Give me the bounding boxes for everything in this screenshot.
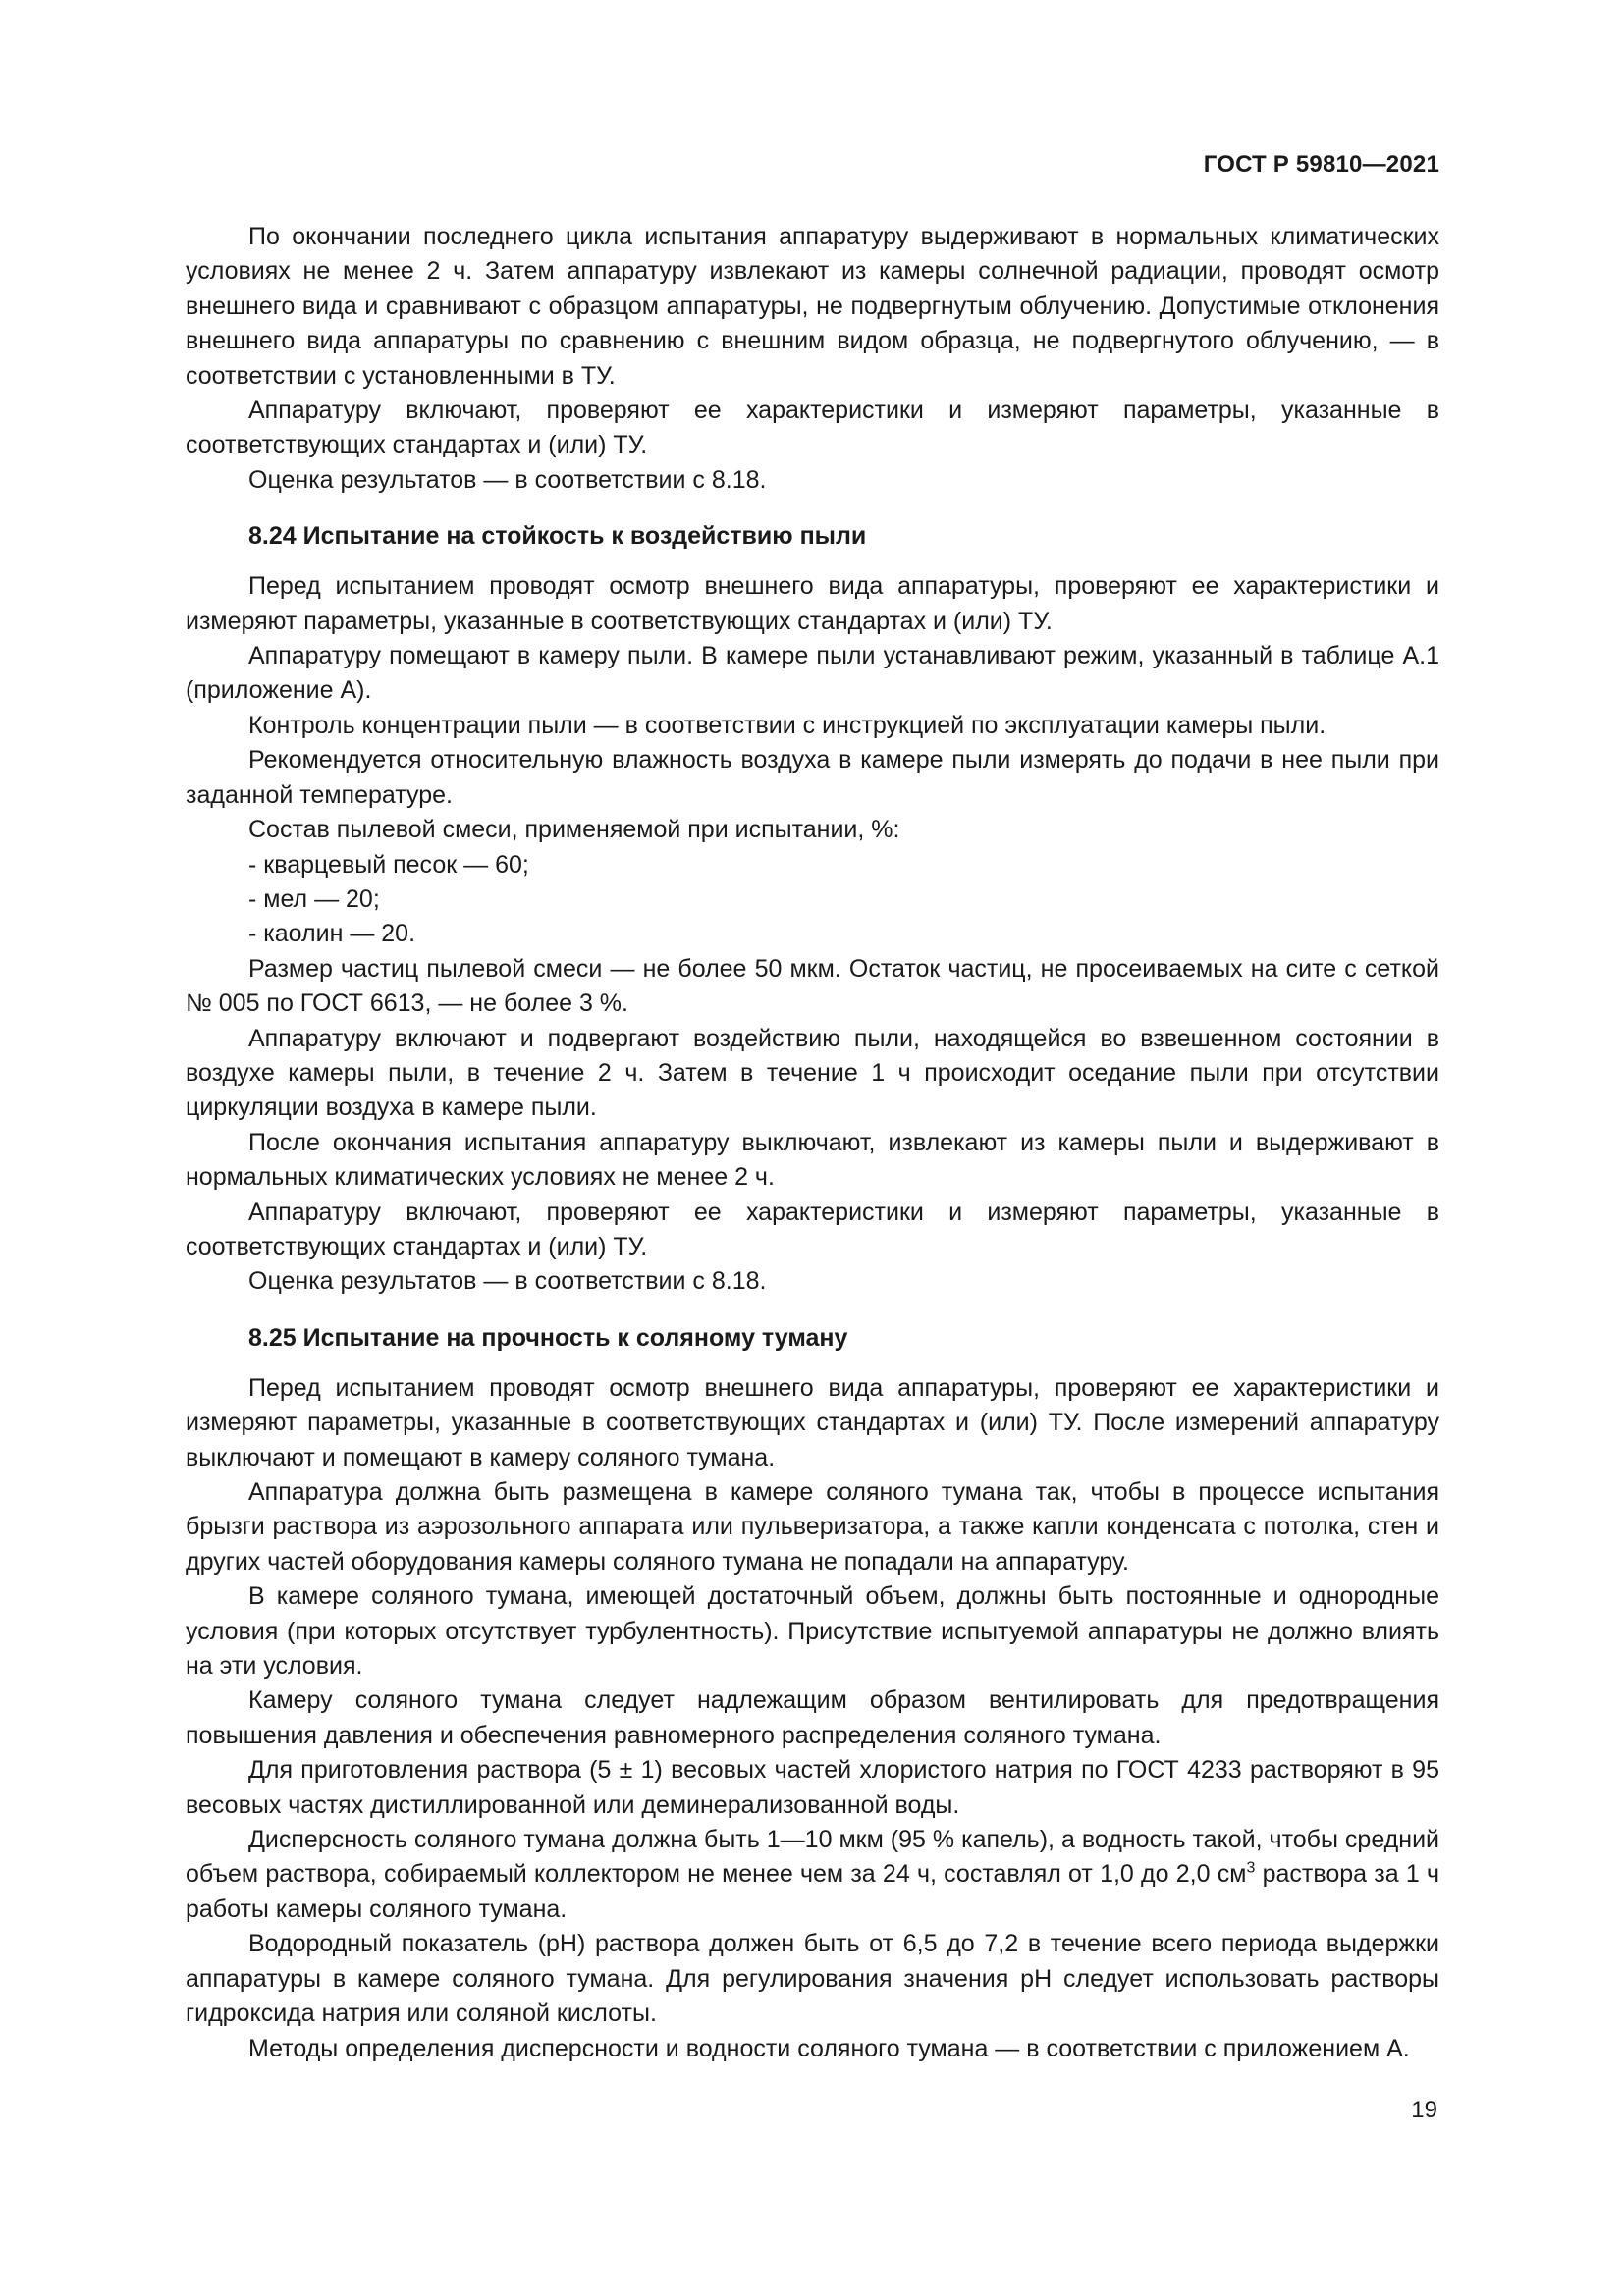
paragraph: Оценка результатов — в соответствии с 8.18. [248,465,767,494]
paragraph: Водородный показатель (рН) раствора должен быть от 6,5 до 7,2 в течение всего периода выдержки аппаратуры в камере соляного тумана. Для регулирования значения рН следует использовать растворы гидроксида натрия или соляной кислоты. [186,1930,1439,2028]
paragraph [186,1823,1439,1927]
paragraph: В камере соляного тумана, имеющей достаточный объем, должны быть постоянные и однородные условия (при которых отсутствует турбулентность). Присутствие испытуемой аппаратуры не должно влиять на эти условия. [186,1582,1439,1681]
paragraph: Методы определения дисперсности и водности соляного тумана — в соответствии с приложением А. [248,2034,1410,2062]
paragraph: Размер частиц пылевой смеси — не более 50 мкм. Остаток частиц, не просеиваемых на сите с сеткой № 005 по ГОСТ 6613, — не более 3 %. [186,954,1439,1018]
paragraph: Оценка результатов — в соответствии с 8.18. [248,1267,767,1296]
paragraph: Перед испытанием проводят осмотр внешнего вида аппаратуры, проверяют ее характеристики и измеряют параметры, указанные в соответствующих стандартах и (или) ТУ. После измерений аппаратуру выключают и помещают в камеру соляного тумана. [186,1373,1439,1471]
paragraph: Состав пылевой смеси, применяемой при испытании, %: [248,816,900,844]
document-id-header: ГОСТ Р 59810—2021 [1203,151,1439,178]
page-number: 19 [1411,2097,1437,2123]
paragraph-text: раствора за 1 ч работы камеры соляного тумана. [186,1860,1439,1923]
list-item: - каолин — 20. [248,920,416,948]
superscript: 3 [1246,1860,1256,1878]
page-content [186,220,1439,2066]
paragraph: Аппаратуру включают, проверяют ее характеристики и измеряют параметры, указанные в соответствующих стандартах и (или) ТУ. [186,397,1439,459]
section-title-8-24: 8.24 Испытание на стойкость к воздействию пыли [248,522,867,551]
paragraph: Аппаратуру включают, проверяют ее характеристики и измеряют параметры, указанные в соответствующих стандартах и (или) ТУ. [186,1198,1439,1260]
paragraph: После окончания испытания аппаратуру выключают, извлекают из камеры пыли и выдерживают в нормальных климатических условиях не менее 2 ч. [186,1128,1439,1192]
paragraph: Аппаратуру включают и подвергают воздействию пыли, находящейся во взвешенном состоянии в воздухе камеры пыли, в течение 2 ч. Затем в течение 1 ч происходит оседание пыли при отсутствии циркуляции воздуха в камере пыли. [186,1024,1439,1122]
list-item: - кварцевый песок — 60; [248,850,529,879]
section-title-8-25: 8.25 Испытание на прочность к соляному туману [248,1323,848,1352]
paragraph: Контроль концентрации пыли — в соответствии с инструкцией по эксплуатации камеры пыли. [248,711,1326,739]
paragraph: По окончании последнего цикла испытания аппаратуру выдерживают в нормальных климатических условиях не менее 2 ч. Затем аппаратуру извлекают из камеры солнечной радиации, проводят осмотр внешнего вида и сравнивают с образцом аппаратуры, не подвергнутым облучению. Допустимые отклонения внешнего вида аппаратуры по сравнению с внешним видом образца, не подвергнутого облучению, — в соответствии с установленными в ТУ. [186,223,1439,390]
paragraph: Рекомендуется относительную влажность воздуха в камере пыли измерять до подачи в нее пыли при заданной температуре. [186,746,1439,809]
paragraph-text: Дисперсность соляного тумана должна быть 1—10 мкм (95 % капель), а водность такой, чтобы средний объем раствора, собираемый коллектором не менее чем за 24 ч, составлял от 1,0 до 2,0 см [186,1826,1439,1889]
paragraph: Аппаратура должна быть размещена в камере соляного тумана так, чтобы в процессе испытания брызги раствора из аэрозольного аппарата или пульверизатора, а также капли конденсата с потолка, стен и других частей оборудования камеры соляного тумана не попадали на аппаратуру. [186,1478,1439,1575]
paragraph: Аппаратуру помещают в камеру пыли. В камере пыли устанавливают режим, указанный в таблице А.1 (приложение А). [186,642,1439,705]
paragraph: Для приготовления раствора (5 ± 1) весовых частей хлористого натрия по ГОСТ 4233 растворяют в 95 весовых частях дистиллированной или деминерализованной воды. [186,1756,1439,1819]
list-item: - мел — 20; [248,884,380,913]
paragraph: Перед испытанием проводят осмотр внешнего вида аппаратуры, проверяют ее характеристики и измеряют параметры, указанные в соответствующих стандартах и (или) ТУ. [186,572,1439,635]
paragraph: Камеру соляного тумана следует надлежащим образом вентилировать для предотвращения повышения давления и обеспечения равномерного распределения соляного тумана. [186,1686,1439,1749]
